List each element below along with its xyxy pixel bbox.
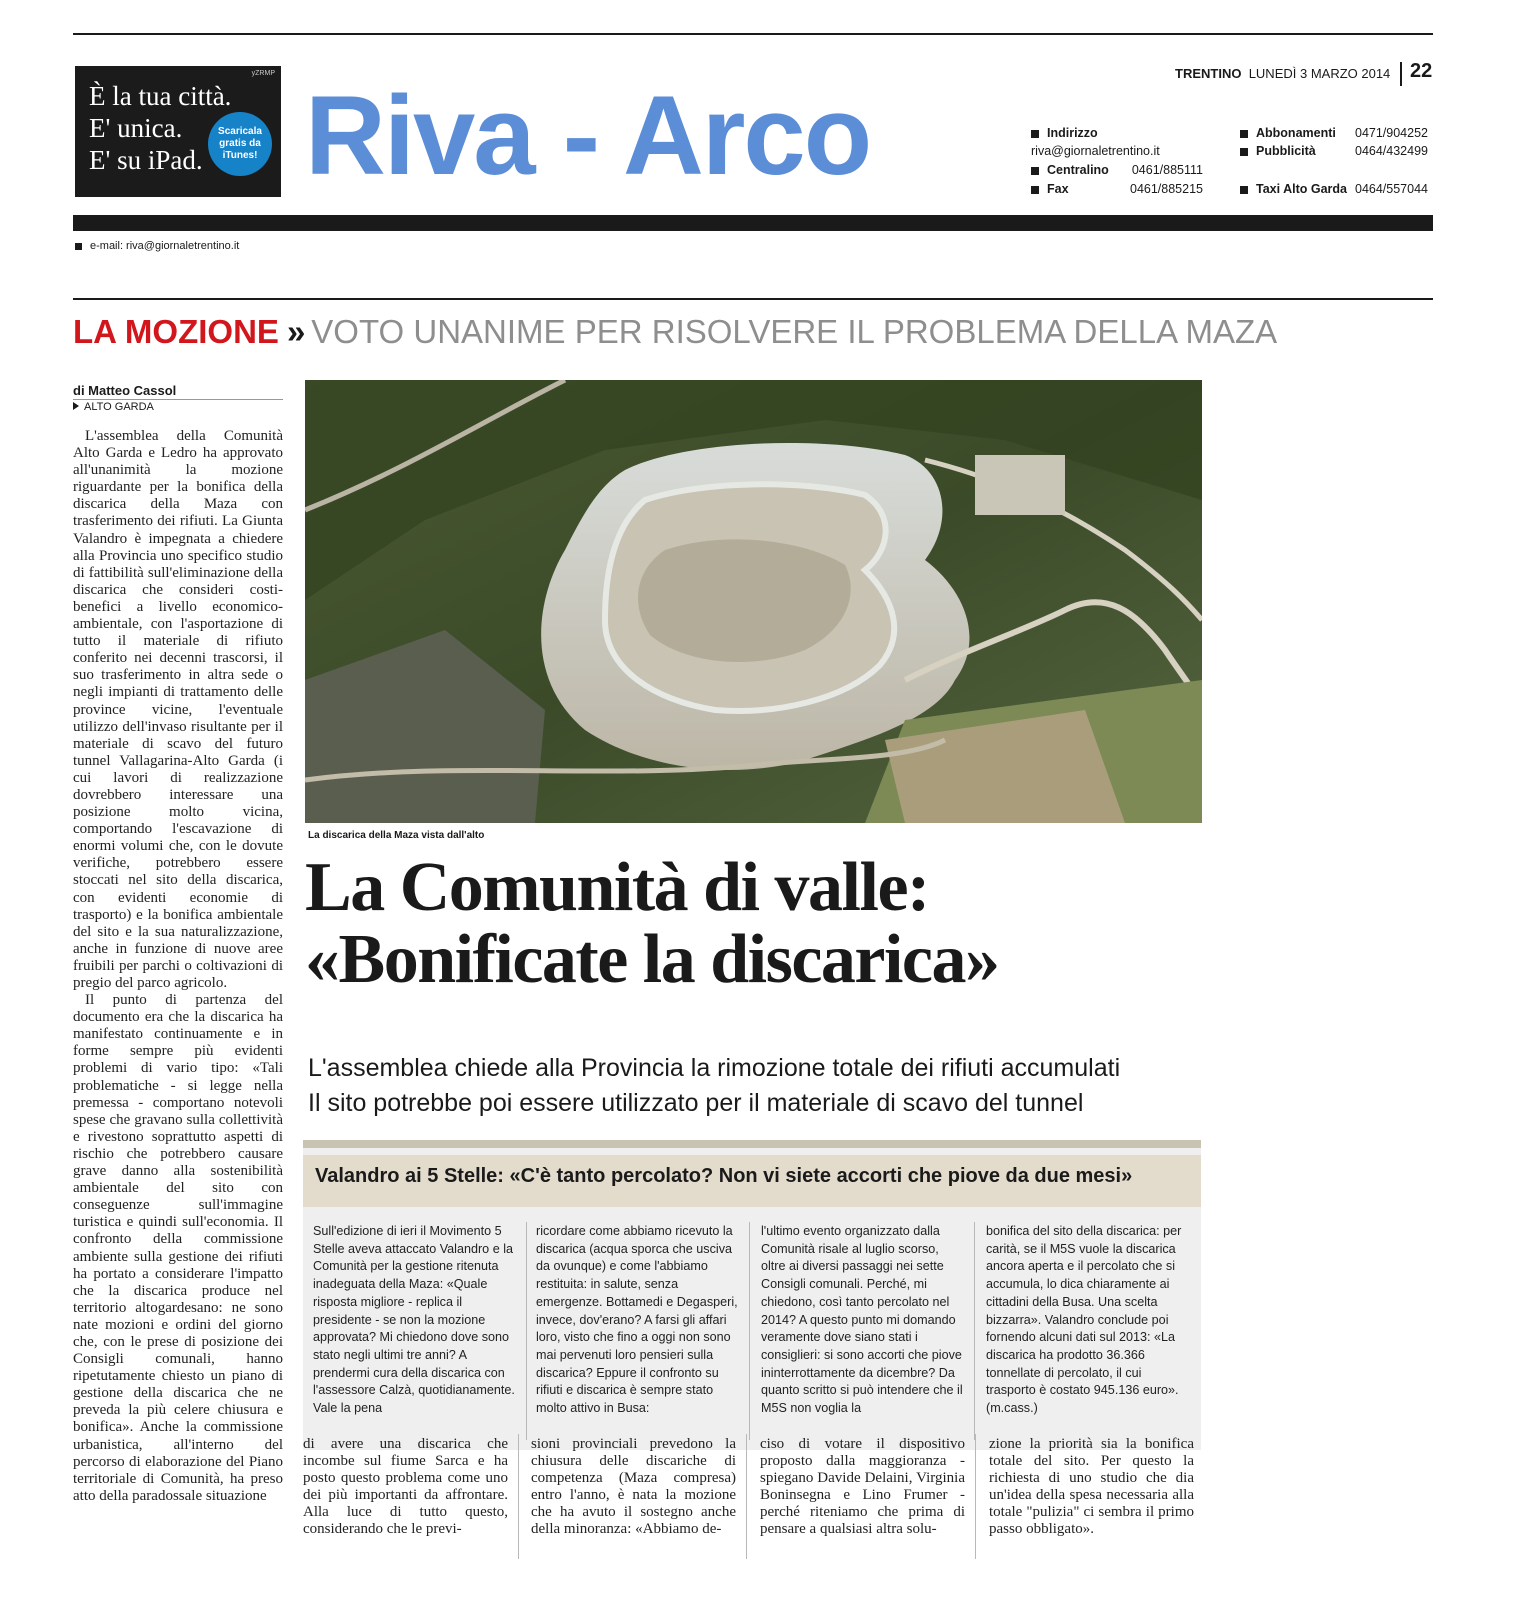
box-title-bar: [303, 1155, 1201, 1207]
box-column-4: bonifica del sito della discarica: per carità, se il M5S vuole la discarica ancora aperta e il percolato che si accumula, lo dica chiaramente ai cittadini della Busa. Una scelta bizzarra». Valandro conclude poi fornendo alcuni dati sul 2013: «La discarica ha prodotto 36.366 tonnellate di percolato, il cui trasporto è costato 945.136 euro». (m.cass.): [986, 1224, 1182, 1416]
column-divider: [746, 1434, 747, 1559]
byline-rule: [73, 399, 283, 400]
contact-pubblicita: [1240, 142, 1428, 160]
promo-line-1: È la tua città.: [89, 81, 232, 111]
double-chevron-icon: »: [286, 313, 306, 350]
contact-centralino: [1031, 161, 1203, 179]
contact-abbonamenti: [1240, 124, 1428, 142]
article-paragraph-2: Il punto di partenza del documento era che la discarica ha manifestato continuamente e in forme sempre più evidenti problemi di vario tipo: «Tali problematiche - si legge nella premessa - comportano notevoli spese che gravano sulla collettività e rivestono soprattutto aspetti di rischio che potrebbero causare grave danno alla sostenibilità ambientale del sito con conseguenze sull'immagine turistica e quindi sull'economia. Il confronto della commissione ambiente sulla gestione dei rifiuti ha portato a considerare l'impatto che la discarica produce nel territorio altogardesano: ne sono nate mozioni e ordini del giorno che, con le prese di posizione dei Consigli comunali, hanno ripetutamente chiesto un piano di gestione della discarica che ne preveda la più celere chiusura e bonifica». Anche la commissione urbanistica, all'interno del percorso di elaborazione del Piano territoriale di Comunità, ha preso atto della paradossale situazione: [73, 992, 283, 1504]
contact-label: Centralino: [1047, 163, 1109, 177]
ipad-promo[interactable]: [75, 66, 281, 197]
contact-value: 0471/904252: [1355, 126, 1428, 140]
article-column-left: [73, 428, 283, 1505]
promo-line-2: E' unica.: [89, 113, 183, 143]
kicker-rule: [73, 298, 1433, 300]
subheadline-2: Il sito potrebbe poi essere utilizzato per il materiale di scavo del tunnel: [308, 1089, 1084, 1117]
article-paragraph-1: L'assemblea della Comunità Alto Garda e Ledro ha approvato all'unanimità la mozione riguardante per la bonifica della discarica della Maza con trasferimento dei rifiuti. La Giunta Valandro è impegnata a chiedere alla Provincia uno specifico studio di fattibilità sull'eliminazione della discarica che consideri costi-benefici a livello economico-ambientale, con l'asportazione di tutto il materiale di rifiuto conferito nei decenni trascorsi, il suo trasferimento in altra sede o negli impianti di trattamento delle province vicine, l'eventuale utilizzo dell'invaso risultante per il materiale di scavo del futuro tunnel Vallagarina-Alto Garda (i cui lavori di realizzazione dovrebbero interessare una posizione molto vicina, comportando l'escavazione di enormi volumi che, con le dovute verifiche, potrebbero essere stoccati nel sito della discarica, con evidenti economie di trasporto) e la bonifica ambientale del sito e la sua naturalizzazione, anche in funzione di nuove aree fruibili per parchi o coltivazioni di pregio del parco agricolo.: [73, 428, 283, 991]
byline-author: di Matteo Cassol: [73, 383, 177, 398]
photo-caption: La discarica della Maza vista dall'alto: [308, 830, 485, 841]
box-column-1: Sull'edizione di ieri il Movimento 5 Stelle aveva attaccato Valandro e la Comunità per la gestione ritenuta inadeguata della Maza: «Quale risposta migliore - replica il presidente - se non la mozione approvata? Mi chiedono dove sono stato negli ultimi tre anni? A prendermi cura della discarica con l'assessore Calzà, quotidianamente. Vale la pena: [313, 1224, 515, 1416]
headline-line-2: «Bonificate la discarica»: [305, 921, 999, 998]
byline-location: [73, 401, 154, 413]
bullet-icon: [1031, 186, 1039, 194]
paper-name: TRENTINO: [1175, 66, 1242, 81]
aerial-photo: [305, 380, 1202, 823]
page-separator: [1400, 62, 1402, 86]
box-divider: [974, 1222, 975, 1440]
dateline: [1175, 66, 1390, 81]
continuation-column-4: zione la priorità sia la bonifica totale del sito. Per questo la richiesta di uno studio che dia un'idea della spesa necessaria alla totale "pulizia" ci sembra il primo passo obbligato».: [989, 1436, 1194, 1538]
contact-value: 0461/885111: [1131, 163, 1203, 177]
issue-date: LUNEDÌ 3 MARZO 2014: [1248, 66, 1391, 81]
contact-label: Taxi Alto Garda: [1256, 182, 1347, 196]
box-top-bar: [303, 1140, 1201, 1148]
headline-line-1: La Comunità di valle:: [305, 849, 929, 926]
contact-label: Abbonamenti: [1256, 126, 1336, 140]
headline: [305, 849, 1205, 998]
bullet-icon: [1240, 130, 1248, 138]
box-column-3: l'ultimo evento organizzato dalla Comunità risale al luglio scorso, oltre ai diversi passaggi nei sette Consigli comunali. Perché, mi chiedono, così tanto percolato nel 2014? A questo punto mi domando veramente dove siano stati i consiglieri: si sono accorti che piove ininterrottamente da dicembre? Da quanto scritto si può intendere che il M5S non voglia la: [761, 1224, 963, 1416]
bullet-icon: [1031, 167, 1039, 175]
contact-label: Fax: [1047, 182, 1069, 196]
section-masthead: Riva - Arco: [305, 73, 871, 198]
kicker-label: LA MOZIONE: [73, 313, 279, 350]
itunes-badge[interactable]: Scaricala gratis da iTunes!: [208, 112, 272, 176]
contact-label: Indirizzo: [1047, 126, 1098, 140]
contact-value: 0464/557044: [1355, 182, 1428, 196]
column-divider: [975, 1434, 976, 1559]
contact-taxi: [1240, 180, 1428, 198]
kicker-text: VOTO UNANIME PER RISOLVERE IL PROBLEMA DELLA MAZA: [311, 313, 1278, 350]
column-divider: [518, 1434, 519, 1559]
contact-value: 0464/432499: [1355, 144, 1428, 158]
subheadline-1: L'assemblea chiede alla Provincia la rimozione totale dei rifiuti accumulati: [308, 1054, 1121, 1082]
contact-value: 0461/885215: [1130, 182, 1203, 196]
box-column-2: ricordare come abbiamo ricevuto la discarica (acqua sporca che usciva da ovunque) e come l'abbiamo restituita: in salute, senza emergenze. Bottamedi e Degasperi, invece, dov'erano? A farsi gli affari loro, visto che fino a oggi non sono mai pervenuti loro pensieri sulla discarica? Eppure il confronto su rifiuti e discarica è sempre stato molto attivo in Busa:: [536, 1224, 738, 1416]
box-divider: [749, 1222, 750, 1440]
kicker: [73, 312, 1277, 352]
contact-indirizzo: [1031, 124, 1098, 142]
contact-fax: [1031, 180, 1203, 198]
promo-line-3: E' su iPad.: [89, 145, 203, 175]
email-text[interactable]: e-mail: riva@giornaletrentino.it: [90, 240, 240, 252]
contact-email[interactable]: [1031, 142, 1160, 160]
top-rule: [73, 33, 1433, 35]
bullet-icon: [1240, 148, 1248, 156]
bullet-icon: [1031, 130, 1039, 138]
bullet-icon: [75, 243, 82, 250]
contact-label: Pubblicità: [1256, 144, 1316, 158]
box-divider: [526, 1222, 527, 1440]
location-text: ALTO GARDA: [84, 401, 154, 413]
page-number: 22: [1410, 60, 1433, 82]
box-title: Valandro ai 5 Stelle: «C'è tanto percolato? Non vi siete accorti che piove da due mesi»: [315, 1165, 1133, 1187]
triangle-icon: [73, 402, 79, 410]
continuation-column-2: sioni provinciali prevedono la chiusura delle discariche di competenza (Maza compresa) entro l'anno, è nata la mozione che ha avuto il sostegno anche della minoranza: «Abbiamo de-: [531, 1436, 736, 1538]
header-bar: [73, 215, 1433, 231]
section-email[interactable]: [75, 240, 239, 252]
landfill-photo-illustration: [305, 380, 1202, 823]
continuation-column-3: ciso di votare il dispositivo proposto dalla maggioranza - spiegano Davide Delaini, Virginia Boninsegna e Lino Frumer - perché riteniamo che prima di pensare a qualsiasi altra solu-: [760, 1436, 965, 1538]
bullet-icon: [1240, 186, 1248, 194]
continuation-column-1: di avere una discarica che incombe sul fiume Sarca e ha posto questo problema come uno dei più importanti da affrontare. Alla luce di tutto questo, considerando che le previ-: [303, 1436, 508, 1538]
promo-tag: yZRMP: [251, 70, 275, 77]
contact-value[interactable]: riva@giornaletrentino.it: [1031, 144, 1160, 158]
